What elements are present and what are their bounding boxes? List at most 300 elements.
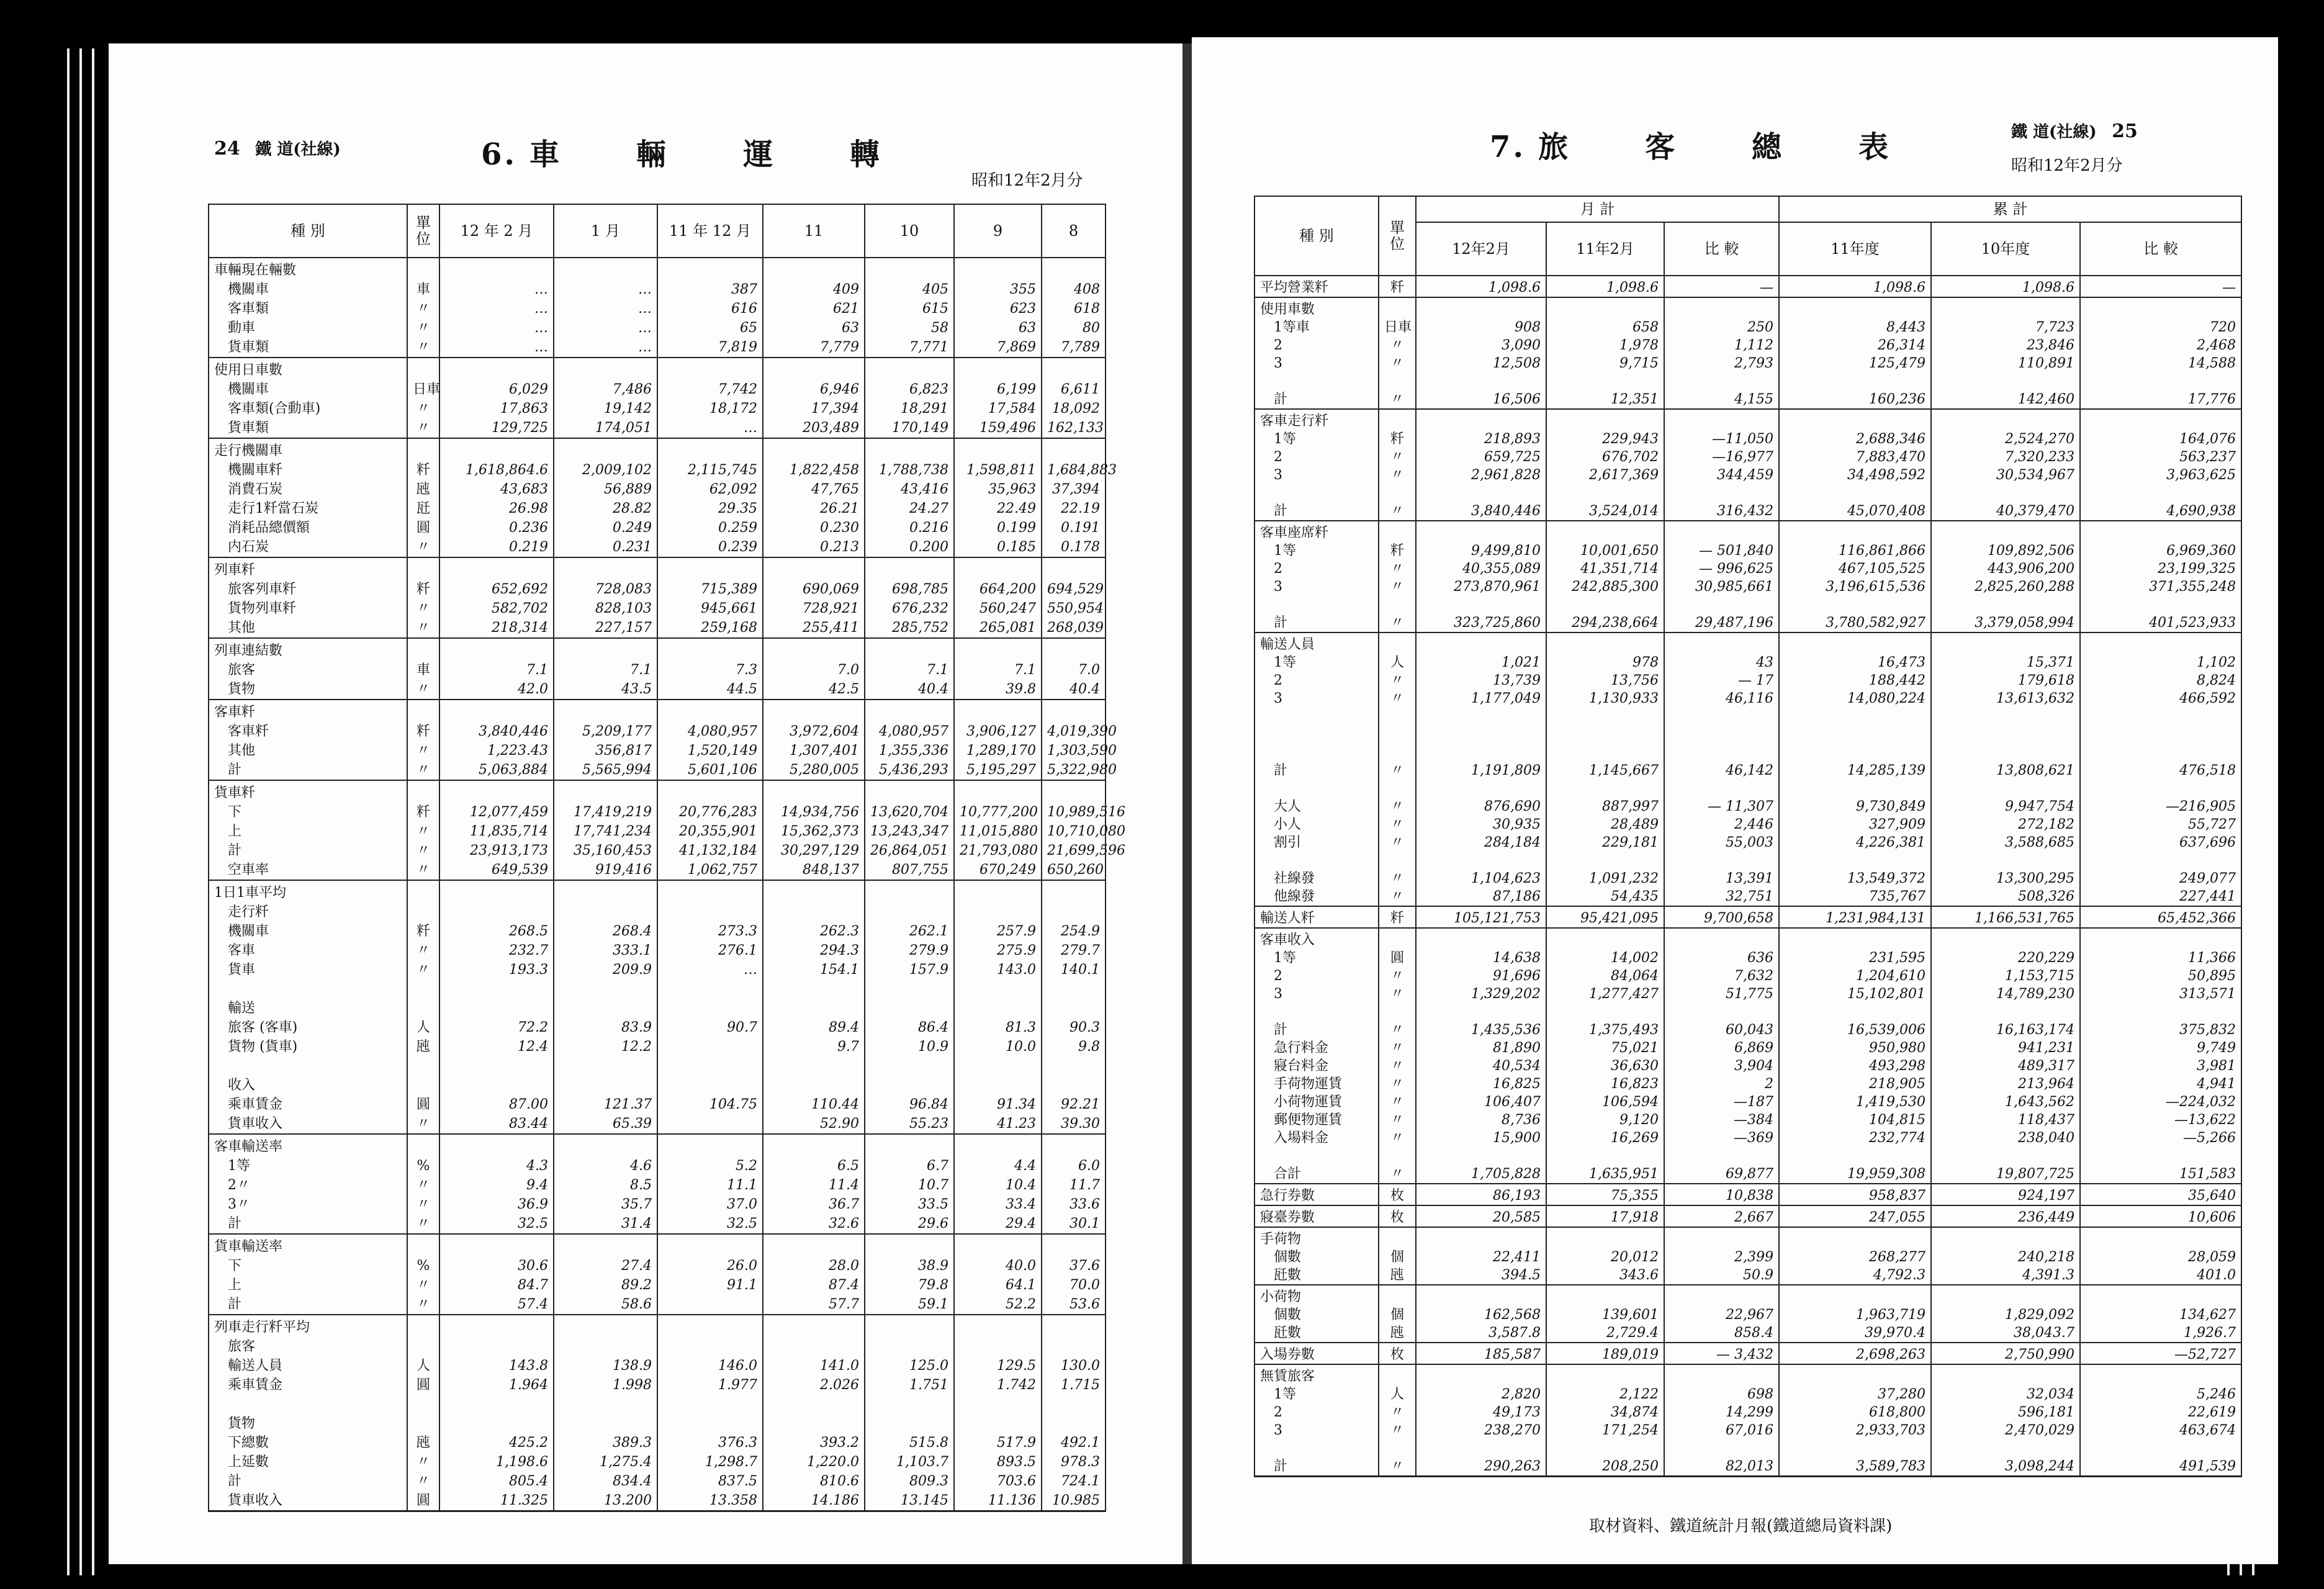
cell-value <box>1552 726 1659 744</box>
cell-value: 16,163,174 <box>1996 1022 2075 1038</box>
cell-value: 96.84 <box>909 1097 948 1112</box>
unit-label: 〃 <box>1390 615 1404 631</box>
value-cell <box>1546 632 1664 906</box>
cell-value: 0.249 <box>613 520 652 536</box>
header-cell: 種 別 <box>209 204 407 258</box>
cell-value <box>870 883 948 903</box>
cell-value: 408 <box>1074 282 1100 297</box>
cell-value: 409 <box>833 282 859 297</box>
unit-label: 〃 <box>416 762 430 778</box>
cell-value: 7.1 <box>1014 662 1036 678</box>
cell-value <box>445 1337 548 1356</box>
cell-value: 65 <box>740 320 757 336</box>
unit-label: 〃 <box>1390 1459 1404 1474</box>
cell-value <box>445 1076 548 1095</box>
row-label: 客車輸送率 <box>214 1139 283 1155</box>
cell-value: 125,479 <box>1869 356 1926 371</box>
cell-value: 209.9 <box>613 962 652 978</box>
cell-value <box>1670 300 1773 318</box>
cell-value <box>870 1395 948 1414</box>
cell-value <box>1785 484 1925 502</box>
table-row-group <box>1254 297 2241 409</box>
cell-value: 623 <box>1010 301 1036 317</box>
cell-value <box>445 1137 548 1156</box>
cell-value <box>768 1237 859 1256</box>
cell-value <box>1421 726 1541 744</box>
cell-value <box>559 1318 652 1337</box>
cell-value: 143.8 <box>509 1358 548 1374</box>
value-cell <box>1042 358 1106 438</box>
row-label <box>1260 1003 1373 1021</box>
cell-value: 676,232 <box>892 601 948 616</box>
cell-value: 275.9 <box>997 943 1036 958</box>
value-cell <box>763 1315 865 1511</box>
cell-value: 268.4 <box>613 924 652 939</box>
cell-value <box>1785 524 1925 542</box>
cell-value: 91.34 <box>997 1097 1036 1112</box>
cell-value <box>1937 780 2074 798</box>
table-row-group <box>1254 928 2241 1184</box>
cell-value: 1,112 <box>1734 338 1774 353</box>
cell-value: 1,102 <box>2197 655 2236 670</box>
unit-label: 〃 <box>1390 673 1404 688</box>
cell-value: 90.7 <box>727 1020 757 1035</box>
row-label: 2 <box>1274 968 1282 984</box>
cell-value: 5,601,106 <box>688 762 757 778</box>
cell-value: 1,198.6 <box>496 1454 548 1470</box>
cell-value: 848,137 <box>803 862 859 878</box>
cell-value <box>1552 524 1659 542</box>
cell-value: 837.5 <box>718 1474 757 1489</box>
value-cell <box>1042 1234 1106 1315</box>
unit-label: 〃 <box>416 824 430 839</box>
cell-value <box>663 1414 757 1433</box>
cell-value: 394.5 <box>1502 1267 1541 1283</box>
value-cell <box>763 1234 865 1315</box>
unit-label: 瓲 <box>416 1435 430 1451</box>
header-cell: 單 位 <box>407 204 439 258</box>
cell-value: 294.3 <box>820 943 859 958</box>
unit-label: 人 <box>416 1020 430 1035</box>
cell-value: 958,837 <box>1869 1188 1926 1204</box>
cell-value <box>768 641 859 660</box>
cell-value: 179,618 <box>2018 673 2075 688</box>
cell-value <box>1552 596 1659 614</box>
row-label: 2 <box>1274 1405 1282 1420</box>
cell-value <box>559 1076 652 1095</box>
cell-value <box>1670 852 1773 870</box>
value-cell <box>554 358 657 438</box>
value-cell <box>1546 409 1664 521</box>
value-cell <box>439 1234 554 1315</box>
cell-value: 720 <box>2210 320 2236 335</box>
cell-value: 698,785 <box>892 582 948 597</box>
cell-value: 55,003 <box>1726 835 1774 850</box>
cell-value <box>559 1337 652 1356</box>
unit-label: 〃 <box>1390 1423 1404 1438</box>
cell-value <box>1552 931 1659 949</box>
cell-value: 236,449 <box>2018 1210 2075 1225</box>
unit-label: 〃 <box>416 301 430 317</box>
cell-value <box>2086 852 2236 870</box>
cell-value: 492.1 <box>1061 1435 1100 1451</box>
row-label: 旅客 (客車) <box>228 1020 298 1035</box>
unit-label: 〃 <box>1390 691 1404 706</box>
row-label: 列車粁 <box>214 562 256 578</box>
cell-value <box>445 560 548 580</box>
cell-value: 106,407 <box>1484 1094 1541 1110</box>
unit-label: 〃 <box>416 1474 430 1489</box>
row-label: 1等車 <box>1274 320 1310 335</box>
header-cell: 比 較 <box>2080 222 2241 276</box>
row-label: 消費石炭 <box>228 482 283 497</box>
value-cell <box>1546 1227 1664 1285</box>
row-label: 上延數 <box>228 1454 269 1470</box>
value-cell <box>439 258 554 358</box>
row-label: 上 <box>228 824 242 839</box>
value-cell <box>439 780 554 880</box>
value-cell <box>554 880 657 1134</box>
cell-value: 75,355 <box>1611 1188 1659 1204</box>
unit-label: 粁 <box>1390 543 1404 559</box>
value-cell <box>554 700 657 780</box>
cell-value <box>960 641 1036 660</box>
cell-value <box>960 903 1036 922</box>
cell-value: 33.6 <box>1070 1197 1100 1212</box>
cell-value <box>1421 1367 1541 1385</box>
table-row-group <box>209 557 1106 638</box>
cell-value: 621 <box>833 301 859 317</box>
unit-label <box>413 979 434 999</box>
value-cell <box>1931 1364 2080 1477</box>
unit-label: 粁 <box>1390 911 1404 926</box>
cell-value <box>1421 484 1541 502</box>
cell-value: 121.37 <box>604 1097 652 1112</box>
row-label: 計 <box>228 762 242 778</box>
value-cell <box>1042 1315 1106 1511</box>
unit-label <box>413 441 434 461</box>
cell-value: … <box>744 420 757 436</box>
cell-value <box>768 361 859 380</box>
cell-value <box>1937 596 2074 614</box>
row-label: 機關車 <box>228 382 269 397</box>
unit-label: 〃 <box>1390 817 1404 832</box>
unit-label: 粁 <box>1390 431 1404 447</box>
cell-value <box>768 1076 859 1095</box>
cell-value: 728,921 <box>803 601 859 616</box>
row-label: 計 <box>228 843 242 858</box>
value-cell <box>2080 1285 2241 1343</box>
cell-value: 659,725 <box>1484 449 1541 465</box>
unit-label: 〃 <box>1390 467 1404 483</box>
cell-value: 596,181 <box>2018 1405 2075 1420</box>
cell-value: 242,885,300 <box>1572 579 1659 595</box>
cell-value: 9,947,754 <box>2005 799 2075 814</box>
cell-value: 2.026 <box>820 1377 859 1393</box>
cell-value <box>1937 412 2074 430</box>
cell-value <box>559 999 652 1018</box>
cell-value: 950,980 <box>1869 1040 1926 1056</box>
cell-value: 690,069 <box>803 582 859 597</box>
value-cell <box>1664 1227 1779 1285</box>
unit-label <box>1384 1230 1410 1248</box>
cell-value <box>960 441 1036 461</box>
unit-label <box>1384 1147 1410 1165</box>
value-cell <box>954 700 1042 780</box>
unit-label: 粁 <box>416 582 430 597</box>
cell-value <box>1552 484 1659 502</box>
unit-cell <box>1379 1285 1416 1343</box>
cell-value <box>1047 783 1100 803</box>
cell-value <box>1785 780 1925 798</box>
cell-value <box>960 1237 1036 1256</box>
cell-value: 58.6 <box>621 1297 652 1312</box>
cell-value: … <box>534 301 548 317</box>
cell-value <box>768 903 859 922</box>
cell-value: 43,683 <box>500 482 548 497</box>
cell-value <box>1785 726 1925 744</box>
cell-value: 5,280,005 <box>790 762 859 778</box>
value-cell <box>2080 409 2241 521</box>
cell-value <box>960 1056 1036 1076</box>
cell-value: 1,062,757 <box>688 862 757 878</box>
cell-value <box>445 999 548 1018</box>
cell-value: 0.219 <box>509 539 548 555</box>
cell-value: 55.23 <box>909 1116 948 1132</box>
value-cell <box>1931 906 2080 928</box>
unit-label: 〃 <box>416 1454 430 1470</box>
cell-value: … <box>638 320 652 336</box>
cell-value: 79.8 <box>918 1277 948 1293</box>
cell-value: 37.0 <box>727 1197 757 1212</box>
cell-value: 44.5 <box>727 682 757 697</box>
unit-label <box>1384 931 1410 949</box>
unit-label: 〃 <box>1390 1022 1404 1038</box>
cell-value <box>1937 852 2074 870</box>
cell-value: 1,307,401 <box>790 743 859 758</box>
cell-value: 805.4 <box>509 1474 548 1489</box>
left-page <box>109 43 1182 1564</box>
cell-value: 171,254 <box>1602 1423 1659 1438</box>
value-cell <box>439 1315 554 1511</box>
row-label: 2 <box>1274 561 1282 577</box>
value-cell <box>1779 1285 1931 1343</box>
cell-value: 476,518 <box>2179 763 2236 778</box>
cell-value: 143.0 <box>997 962 1036 978</box>
cell-value: 1,520,149 <box>688 743 757 758</box>
cell-value: 7,789 <box>1061 340 1100 355</box>
value-cell <box>1664 276 1779 297</box>
cell-value <box>663 1295 757 1314</box>
cell-value: 17,394 <box>811 401 859 416</box>
cell-value: 31.4 <box>621 1216 652 1231</box>
cell-value: 87,186 <box>1493 889 1541 904</box>
cell-value <box>1670 524 1773 542</box>
cell-value <box>663 783 757 803</box>
cell-value: 43,416 <box>901 482 948 497</box>
cell-value: 393.2 <box>820 1435 859 1451</box>
cell-value: 2,399 <box>1734 1249 1774 1265</box>
item-cell <box>1254 297 1379 409</box>
header-cell: 比 較 <box>1664 222 1779 276</box>
cell-value: 6.5 <box>837 1158 859 1174</box>
cell-value: — <box>1760 280 1774 295</box>
cell-value: 1,166,531,765 <box>1975 911 2075 926</box>
value-cell <box>2080 297 2241 409</box>
cell-value: 3,589,783 <box>1856 1459 1926 1474</box>
unit-label <box>413 903 434 922</box>
row-label: 客車 <box>228 943 256 958</box>
cell-value: 4,155 <box>1734 392 1774 407</box>
cell-value: 13,243,347 <box>870 824 948 839</box>
row-label: 客車類(合動車) <box>228 401 321 416</box>
cell-value <box>663 979 757 999</box>
cell-value: 20,585 <box>1493 1210 1541 1225</box>
cell-value: 11.1 <box>727 1177 757 1193</box>
value-cell <box>1416 1285 1546 1343</box>
cell-value: 23,199,325 <box>2158 561 2236 577</box>
unit-label: 〃 <box>416 1116 430 1132</box>
value-cell <box>1546 906 1664 928</box>
cell-value <box>663 361 757 380</box>
cell-value: … <box>638 282 652 297</box>
cell-value <box>1047 979 1100 999</box>
row-label <box>1260 372 1373 390</box>
cell-value <box>1421 596 1541 614</box>
cell-value <box>870 979 948 999</box>
header-cell: 12 年 2 月 <box>439 204 554 258</box>
cell-value <box>1421 1439 1541 1457</box>
value-cell <box>657 438 763 557</box>
item-cell <box>209 880 407 1134</box>
cell-value <box>1937 484 2074 502</box>
row-label: 乘車賃金 <box>228 1097 283 1112</box>
cell-value <box>663 641 757 660</box>
header-cell: 單 位 <box>1379 196 1416 276</box>
cell-value: 1,098.6 <box>2022 280 2075 295</box>
cell-value: 118,437 <box>2018 1112 2075 1128</box>
cell-value <box>960 1414 1036 1433</box>
cell-value: 1,277,427 <box>1589 986 1659 1002</box>
value-cell <box>954 1134 1042 1234</box>
unit-label: 〃 <box>416 620 430 636</box>
row-label: 消耗品總價額 <box>228 520 310 536</box>
value-cell <box>1931 1205 2080 1227</box>
row-label: 個數 <box>1274 1249 1302 1265</box>
cell-value: 1,145,667 <box>1589 763 1659 778</box>
cell-value: 63 <box>1019 320 1036 336</box>
value-cell <box>1042 258 1106 358</box>
cell-value: 2,470,029 <box>2005 1423 2075 1438</box>
cell-value: 371,355,248 <box>2149 579 2236 595</box>
cell-value: 268.5 <box>509 924 548 939</box>
cell-value: 14,789,230 <box>1996 986 2075 1002</box>
cell-value: 978.3 <box>1061 1454 1100 1470</box>
cell-value: 7,486 <box>613 382 652 397</box>
cell-value <box>1421 1003 1541 1021</box>
cell-value <box>870 1056 948 1076</box>
unit-label: 〃 <box>1390 871 1404 886</box>
cell-value: 10.9 <box>918 1039 948 1055</box>
unit-label <box>413 703 434 722</box>
item-cell <box>1254 1205 1379 1227</box>
row-label: 2 <box>1274 449 1282 465</box>
value-cell <box>865 1134 954 1234</box>
unit-label: 〃 <box>1390 392 1404 407</box>
value-cell <box>1042 557 1106 638</box>
unit-cell <box>407 700 439 780</box>
cell-value <box>1937 372 2074 390</box>
cell-value <box>2086 1147 2236 1165</box>
value-cell <box>865 1234 954 1315</box>
cell-value: 91,696 <box>1493 968 1541 984</box>
row-label: 3〃 <box>228 1197 250 1212</box>
item-cell <box>209 780 407 880</box>
row-label: 計 <box>228 1297 242 1312</box>
cell-value: 89.4 <box>829 1020 859 1035</box>
cell-value: 0.239 <box>718 539 757 555</box>
cell-value: 39.30 <box>1061 1116 1100 1132</box>
cell-value: 1,643,562 <box>2005 1094 2075 1110</box>
cell-value: 129,725 <box>492 420 548 436</box>
cell-value <box>1937 1147 2074 1165</box>
unit-label <box>1384 524 1410 542</box>
cell-value: 174,051 <box>595 420 652 436</box>
unit-label: 〃 <box>416 682 430 697</box>
row-label: 輸送人員 <box>1260 637 1315 652</box>
cell-value: 676,702 <box>1602 449 1659 465</box>
row-label: 他線發 <box>1274 889 1315 904</box>
value-cell <box>954 258 1042 358</box>
unit-label <box>413 641 434 660</box>
cell-value: 151,583 <box>2179 1166 2236 1182</box>
unit-cell <box>407 1134 439 1234</box>
value-cell <box>1931 1343 2080 1364</box>
value-cell <box>1546 521 1664 632</box>
row-label: 急行料金 <box>1274 1040 1329 1056</box>
cell-value: 6.7 <box>927 1158 948 1174</box>
cell-value: 2,698,263 <box>1856 1347 1926 1362</box>
cell-value: 3,972,604 <box>790 724 859 739</box>
cell-value: 17,584 <box>988 401 1036 416</box>
cell-value: 285,752 <box>892 620 948 636</box>
passenger-summary-table <box>1254 196 2242 1477</box>
cell-value <box>768 560 859 580</box>
value-cell <box>763 700 865 780</box>
cell-value: 14,638 <box>1493 950 1541 966</box>
cell-value <box>663 441 757 461</box>
cell-value <box>1552 636 1659 654</box>
cell-value: 27.4 <box>621 1258 652 1274</box>
cell-value <box>1552 744 1659 762</box>
cell-value <box>1552 1367 1659 1385</box>
unit-cell <box>407 780 439 880</box>
cell-value: 189,019 <box>1602 1347 1659 1362</box>
row-label: 輸送人粁 <box>1260 911 1315 926</box>
cell-value <box>1552 372 1659 390</box>
cell-value: 34,874 <box>1611 1405 1659 1420</box>
cell-value: 75,021 <box>1611 1040 1659 1056</box>
cell-value: 19,959,308 <box>1847 1166 1926 1182</box>
cell-value <box>870 261 948 280</box>
cell-value: 2,688,346 <box>1856 431 1926 447</box>
cell-value <box>1937 1288 2074 1306</box>
unit-label <box>413 1414 434 1433</box>
cell-value: 229,181 <box>1602 835 1659 850</box>
row-label: 動車 <box>228 320 256 336</box>
cell-value: 52.2 <box>1006 1297 1036 1312</box>
cell-value: 375,832 <box>2179 1022 2236 1038</box>
